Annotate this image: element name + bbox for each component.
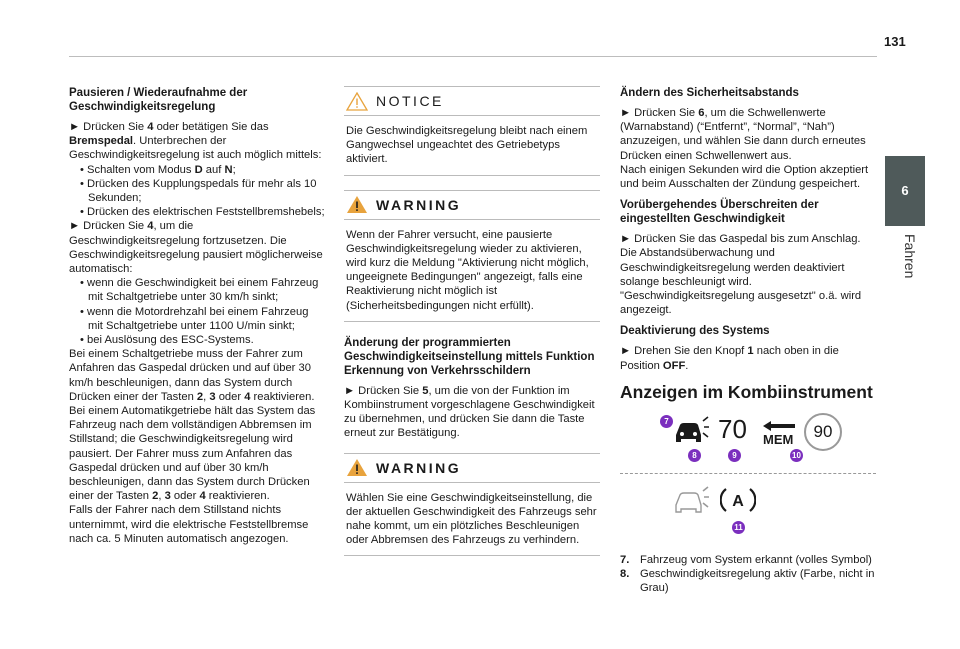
warning-box: [344, 453, 600, 557]
list-item: • Drücken des elektrischen Feststellbremshebels;: [80, 206, 325, 219]
column-3: [620, 86, 876, 595]
paragraph: ► Drücken Sie 4, um die Geschwindigkeitsregelung fortzusetzen. Die Geschwindigkeitsregelung pausiert möglicherweise automatisch:: [69, 220, 323, 276]
list-item: 8. Geschwindigkeitsregelung aktiv (Farbe, nicht in Grau): [620, 568, 875, 595]
section-tab[interactable]: 6: [885, 156, 925, 226]
warning-text: Wenn der Fahrer versucht, eine pausierte Geschwindigkeitsregelung wieder zu aktivieren, wird kurz die Meldung "Aktivierung nicht möglich, ungeeignete Bedingungen" angezeigt, falls eine Reaktivierung nicht möglich ist (Sicherheitsbedingungen nicht erfüllt).: [346, 228, 589, 312]
callout-marker: 7: [660, 415, 673, 428]
warning-title: WARNING: [376, 196, 462, 213]
warning-triangle-icon: [346, 195, 368, 214]
list-item: • Drücken des Kupplungspedals für mehr als 10 Sekunden;: [80, 177, 317, 205]
column-2: [344, 86, 600, 570]
heading-display: Anzeigen im Kombiinstrument: [620, 381, 873, 402]
paragraph: ► Drehen Sie den Knopf 1 nach oben in die Position OFF.: [620, 345, 839, 372]
callout-marker: 8: [688, 449, 701, 462]
car-radar-icon: [672, 415, 710, 447]
heading-overspeed: Vorübergehendes Überschreiten der eingestellten Geschwindigkeit: [620, 199, 819, 226]
list-item: • wenn die Geschwindigkeit bei einem Fahrzeug mit Schaltgetriebe unter 30 km/h sinkt;: [80, 277, 319, 304]
speed-limit-value: 90: [813, 421, 833, 441]
heading-traffic-sign: Änderung der programmierten Geschwindigkeitseinstellung mittels Funktion Erkennung von Verkehrsschildern: [344, 336, 595, 377]
header-rule: [69, 56, 877, 57]
instrument-display-figure: [620, 413, 876, 543]
set-speed: 70: [718, 413, 747, 444]
callout-marker: 9: [728, 449, 741, 462]
paragraph: Bei einem Automatikgetriebe hält das System das Fahrzeug nach dem vollständigen Abbremsen im Stillstand; die Geschwindigkeitsregelung wird pausiert. Der Fahrer muss zum Anfahren das Gaspedal drücken und auf über 30 km/h beschleunigen, dann das System durch Drücken einer der Tasten 2, 3 oder 4 reaktivieren.: [69, 405, 316, 503]
dashed-divider: [620, 473, 876, 474]
adaptive-cruise-icon: [720, 483, 756, 517]
warning-box: [344, 190, 600, 322]
warning-triangle-icon: [346, 92, 368, 111]
list-item: • wenn die Motordrehzahl bei einem Fahrzeug mit Schaltgetriebe unter 1100 U/min sinkt;: [80, 305, 309, 332]
callout-marker: 10: [790, 449, 803, 462]
warning-triangle-icon: [346, 458, 368, 477]
paragraph: ► Drücken Sie 5, um die von der Funktion im Kombiinstrument vorgeschlagene Geschwindigkeit zu übernehmen, und drücken Sie dann die Taste erneut zur Bestätigung.: [344, 384, 595, 440]
paragraph: ► Drücken Sie 6, um die Schwellenwerte (Warnabstand) (“Entfernt”, “Normal”, “Nah”) anzuzeigen, und wählen Sie dann durch erneutes Drücken einen Schwellenwert aus.: [620, 107, 866, 162]
paragraph: Nach einigen Sekunden wird die Option akzeptiert und beim Ausschalten der Zündung gespeichert.: [620, 163, 869, 191]
heading-distance: Ändern des Sicherheitsabstands: [620, 87, 799, 99]
list-item: 7. Fahrzeug vom System erkannt (volles Symbol): [620, 553, 872, 566]
warning-title: WARNING: [376, 459, 462, 476]
paragraph: Falls der Fahrer nach dem Stillstand nichts unternimmt, wird die elektrische Feststellbremse nach ca. 5 Minuten automatisch angezogen.: [69, 504, 309, 545]
callout-marker: 11: [732, 521, 745, 534]
list-item: • bei Auslösung des ESC-Systems.: [80, 334, 254, 347]
paragraph: ► Drücken Sie 4 oder betätigen Sie das Bremspedal. Unterbrechen der Geschwindigkeitsregelung ist auch möglich mittels:: [69, 121, 322, 162]
notice-title: NOTICE: [376, 92, 444, 109]
mem-label: MEM: [763, 431, 794, 447]
heading-deactivate: Deaktivierung des Systems: [620, 325, 770, 338]
notice-box: [344, 86, 600, 176]
paragraph: Bei einem Schaltgetriebe muss der Fahrer zum Anfahren das Gaspedal drücken und auf über 30 km/h beschleunigen, dann das System durch Drücken einer der Tasten 2, 3 oder 4 reaktivieren.: [69, 348, 315, 403]
arrow-left-icon: [763, 421, 795, 431]
paragraph: ► Drücken Sie das Gaspedal bis zum Anschlag. Die Abstandsüberwachung und Geschwindigkeitsregelung werden deaktiviert solange beschleunigt wird. "Geschwindigkeitsregelung ausgesetzt" o.ä. wird angezeigt.: [620, 233, 862, 317]
speed-limit-sign-icon: [804, 413, 842, 451]
warning-text: Wählen Sie eine Geschwindigkeitseinstellung, die der aktuellen Geschwindigkeit des Fahrzeugs sehr nahe kommt, um ein plötzliches Beschleunigen oder Abbremsen des Fahrzeugs zu verhindern.: [346, 491, 597, 547]
svg-text:A: A: [732, 492, 744, 510]
car-radar-icon: [672, 485, 710, 517]
heading-pause: Pausieren / Wiederaufnahme der Geschwindigkeitsregelung: [69, 87, 248, 113]
section-label: Fahren: [902, 233, 918, 279]
column-1: [69, 86, 325, 546]
notice-text: Die Geschwindigkeitsregelung bleibt nach einem Gangwechsel ungeachtet des Getriebetyps aktiviert.: [346, 125, 588, 166]
page-number: 131: [884, 34, 906, 49]
list-item: • Schalten vom Modus D auf N;: [80, 163, 236, 176]
